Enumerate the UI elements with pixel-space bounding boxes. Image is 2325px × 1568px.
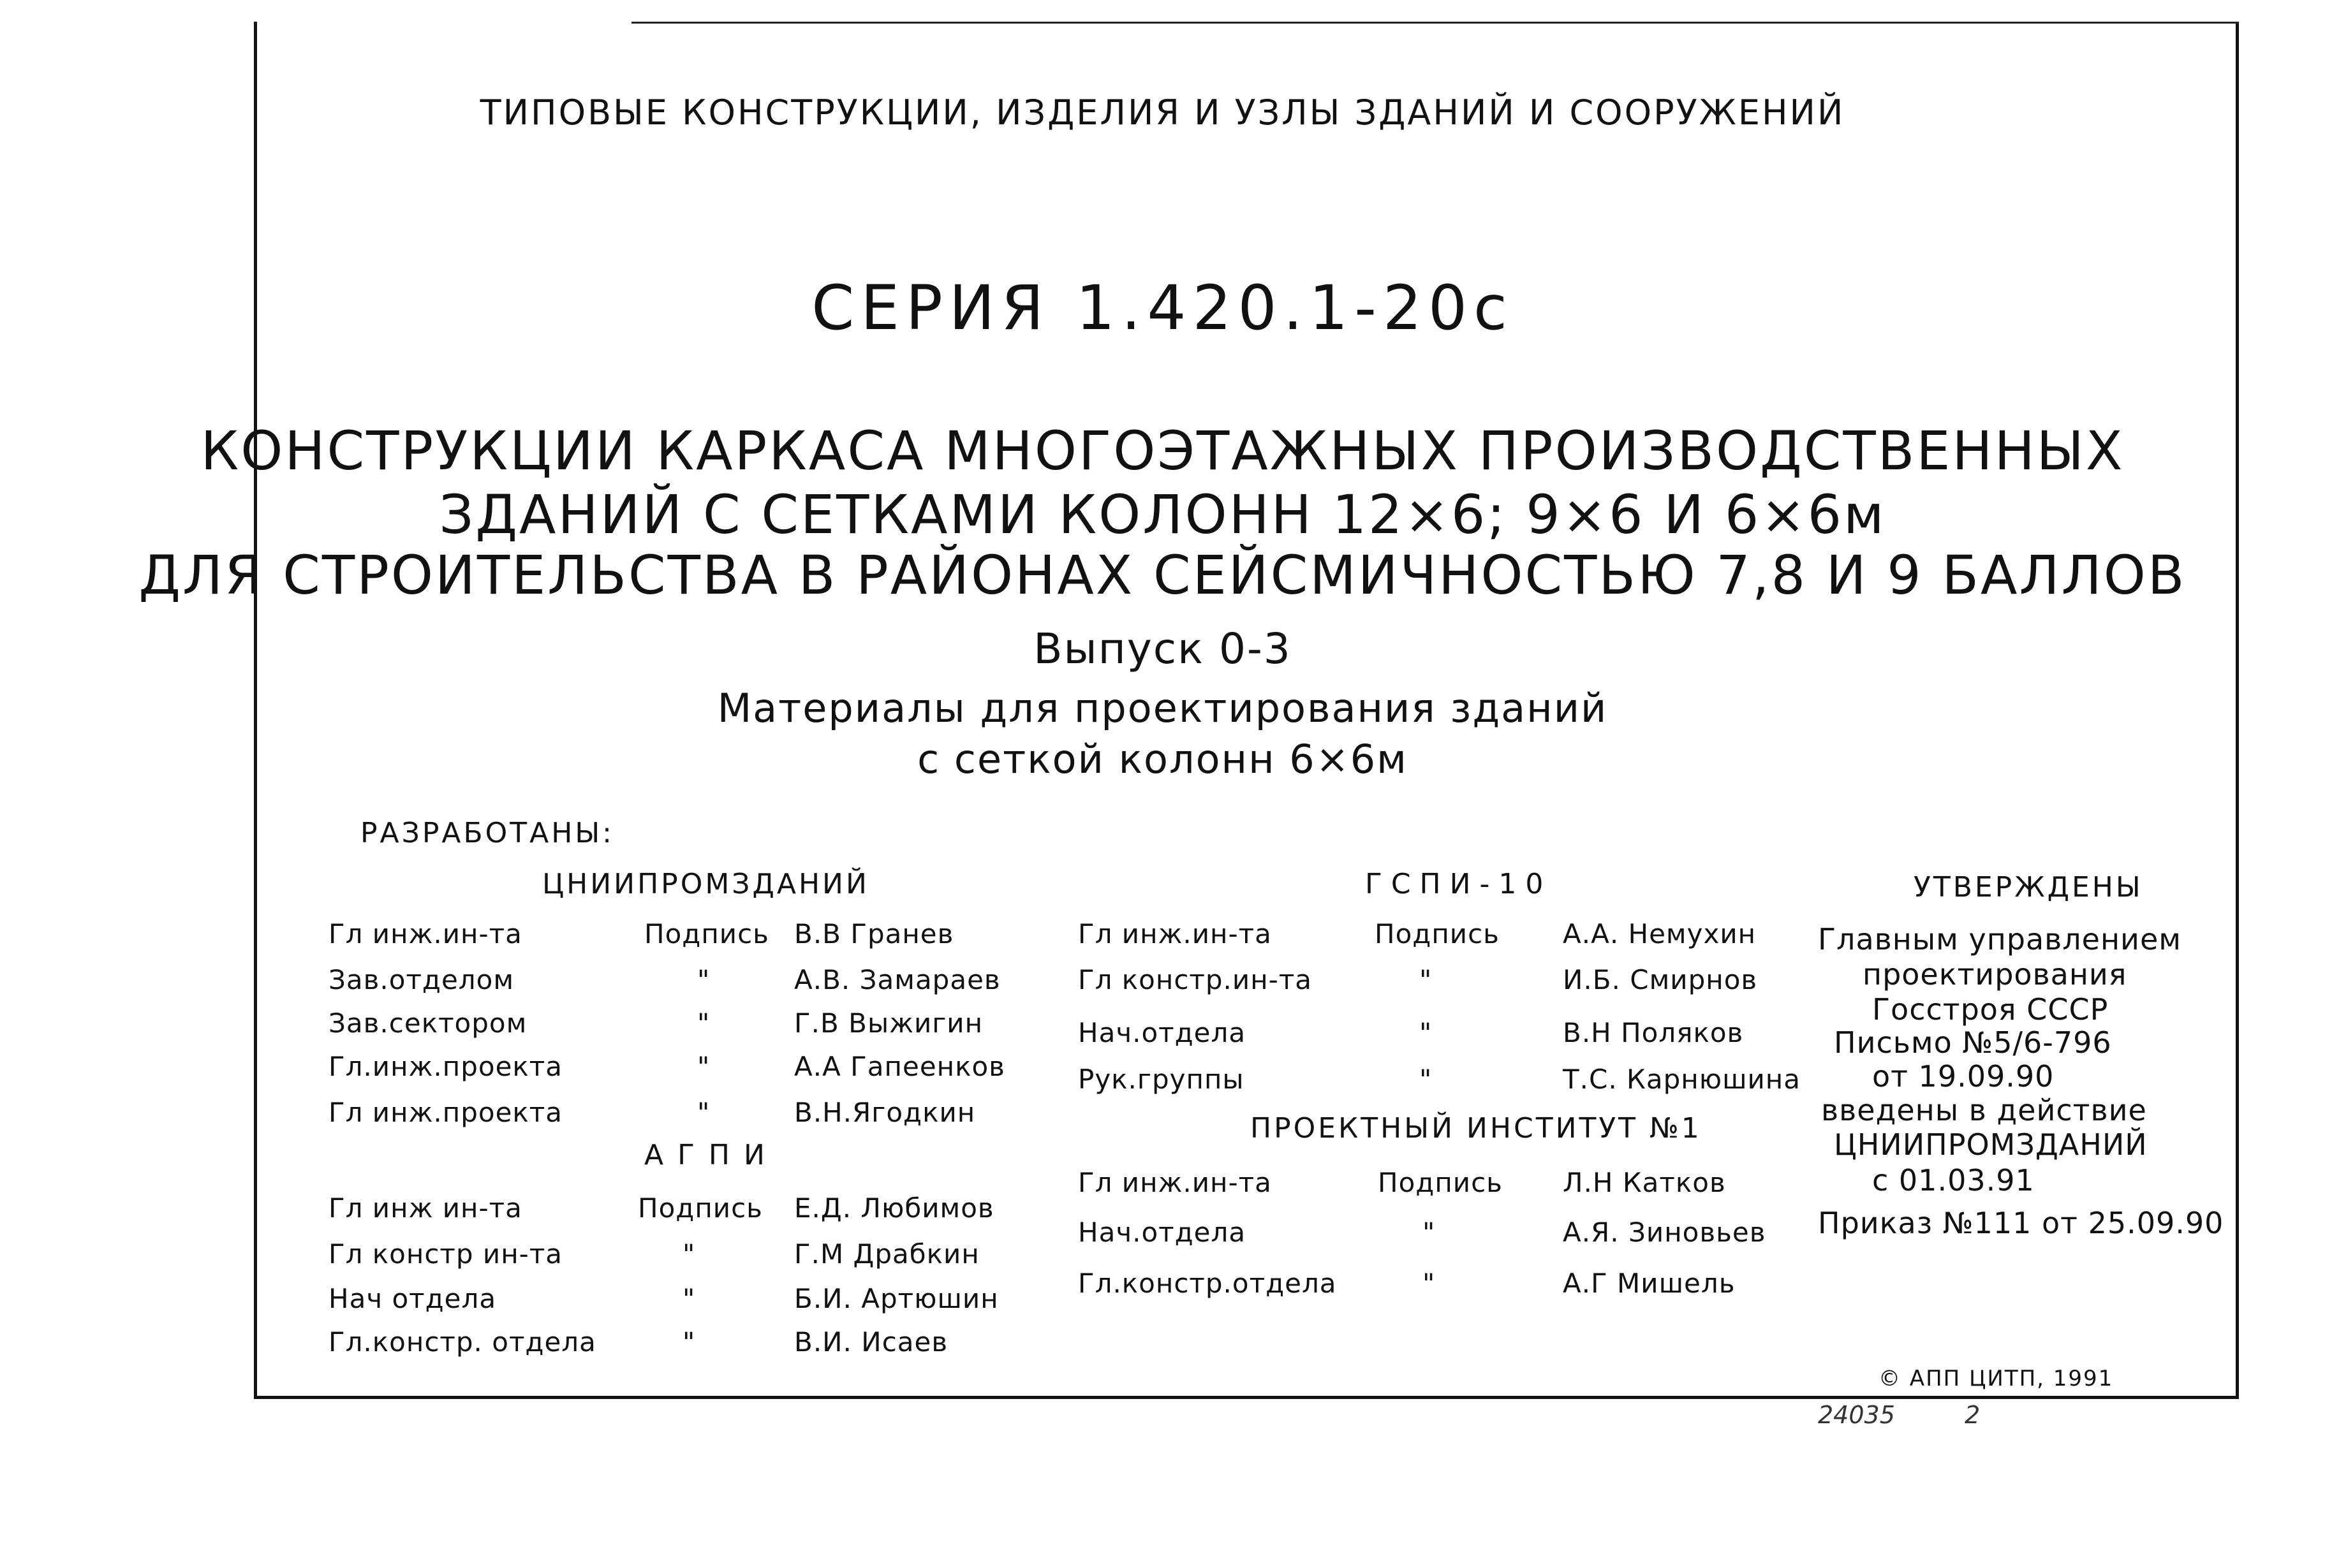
title-line-1: КОНСТРУКЦИИ КАРКАСА МНОГОЭТАЖНЫХ ПРОИЗВОДСТВЕННЫХ — [200, 420, 2125, 482]
position: Гл инж ин-та — [328, 1192, 522, 1224]
materials-line-2: с сеткой колонн 6×6м — [917, 736, 1408, 782]
stamp-number: 24035 — [1818, 1401, 1895, 1429]
approved-line-9: Приказ №111 от 25.09.90 — [1818, 1206, 2224, 1240]
person: В.Н.Ягодкин — [794, 1097, 976, 1128]
approved-line-6: введены в действие — [1821, 1093, 2147, 1127]
title-line-3: ДЛЯ СТРОИТЕЛЬСТВА В РАЙОНАХ СЕЙСМИЧНОСТЬЮ 7,8 И 9 БАЛЛОВ — [138, 544, 2187, 606]
position: Зав.сектором — [328, 1007, 528, 1039]
signature: Подпись — [638, 1192, 763, 1224]
person: А.А Гапеенков — [794, 1051, 1005, 1082]
position: Гл инж.ин-та — [1078, 1167, 1272, 1198]
approved-line-2: проектирования — [1863, 957, 2127, 992]
position: Гл инж.ин-та — [1078, 918, 1272, 949]
person: А.Я. Зиновьев — [1563, 1217, 1766, 1248]
signature: " — [683, 1283, 696, 1314]
issue-label: Выпуск 0-3 — [1033, 624, 1292, 673]
position: Зав.отделом — [328, 964, 515, 995]
person: Г.В Выжигин — [794, 1007, 984, 1039]
title-line-2: ЗДАНИЙ С СЕТКАМИ КОЛОНН 12×6; 9×6 И 6×6м — [439, 483, 1886, 546]
approved-line-3: Госстроя СССР — [1872, 992, 2109, 1027]
person: В.И. Исаев — [794, 1326, 948, 1358]
person: Б.И. Артюшин — [794, 1283, 999, 1314]
person: Т.С. Карнюшина — [1563, 1064, 1801, 1095]
position: Гл.констр. отдела — [328, 1326, 596, 1358]
approved-line-1: Главным управлением — [1818, 922, 2181, 956]
org-pi1-name: ПРОЕКТНЫЙ ИНСТИТУТ №1 — [1250, 1112, 1702, 1145]
header-title: ТИПОВЫЕ КОНСТРУКЦИИ, ИЗДЕЛИЯ И УЗЛЫ ЗДАНИЙ И СООРУЖЕНИЙ — [480, 92, 1845, 133]
approved-line-5: от 19.09.90 — [1872, 1059, 2055, 1094]
approved-line-4: Письмо №5/6-796 — [1834, 1025, 2112, 1060]
sheet-number: 2 — [1965, 1401, 1981, 1429]
position: Гл.констр.отдела — [1078, 1268, 1337, 1299]
signature: " — [1419, 1064, 1433, 1095]
signature: " — [697, 1007, 711, 1039]
org-gspi-name: ГСПИ-10 — [1365, 868, 1553, 900]
developed-label: РАЗРАБОТАНЫ: — [360, 817, 615, 849]
signature: Подпись — [644, 918, 769, 949]
person: Г.М Драбкин — [794, 1238, 980, 1270]
position: Нач.отдела — [1078, 1217, 1246, 1248]
signature: Подпись — [1375, 918, 1500, 949]
signature: " — [1419, 1017, 1433, 1048]
person: В.Н Поляков — [1563, 1017, 1744, 1048]
position: Рук.группы — [1078, 1064, 1244, 1095]
approved-heading: УТВЕРЖДЕНЫ — [1914, 871, 2143, 904]
signature: Подпись — [1378, 1167, 1503, 1198]
org-cniipz-name: ЦНИИПРОМЗДАНИЙ — [542, 868, 869, 900]
person: А.А. Немухин — [1563, 918, 1757, 949]
signature: " — [683, 1238, 696, 1270]
position: Гл констр.ин-та — [1078, 964, 1313, 995]
signature: " — [697, 964, 711, 995]
org-agpi-name: АГПИ — [644, 1139, 779, 1171]
signature: " — [1422, 1217, 1436, 1248]
materials-line-1: Материалы для проектирования зданий — [717, 685, 1608, 731]
person: И.Б. Смирнов — [1563, 964, 1758, 995]
person: А.В. Замараев — [794, 964, 1001, 995]
position: Нач.отдела — [1078, 1017, 1246, 1048]
position: Гл инж.проекта — [328, 1097, 563, 1128]
approved-line-8: с 01.03.91 — [1872, 1163, 2035, 1198]
person: Е.Д. Любимов — [794, 1192, 994, 1224]
series-number: СЕРИЯ 1.420.1-20с — [811, 272, 1514, 344]
signature: " — [1422, 1268, 1436, 1299]
position: Гл.инж.проекта — [328, 1051, 563, 1082]
approved-line-7: ЦНИИПРОМЗДАНИЙ — [1834, 1127, 2148, 1162]
person: Л.Н Катков — [1563, 1167, 1726, 1198]
frame-top-line — [631, 22, 2239, 24]
person: В.В Гранев — [794, 918, 954, 949]
person: А.Г Мишель — [1563, 1268, 1736, 1299]
signature: " — [1419, 964, 1433, 995]
signature: " — [697, 1051, 711, 1082]
signature: " — [697, 1097, 711, 1128]
position: Нач отдела — [328, 1283, 497, 1314]
signature: " — [683, 1326, 696, 1358]
position: Гл констр ин-та — [328, 1238, 563, 1270]
position: Гл инж.ин-та — [328, 918, 522, 949]
copyright: © АПП ЦИТП, 1991 — [1878, 1366, 2114, 1391]
